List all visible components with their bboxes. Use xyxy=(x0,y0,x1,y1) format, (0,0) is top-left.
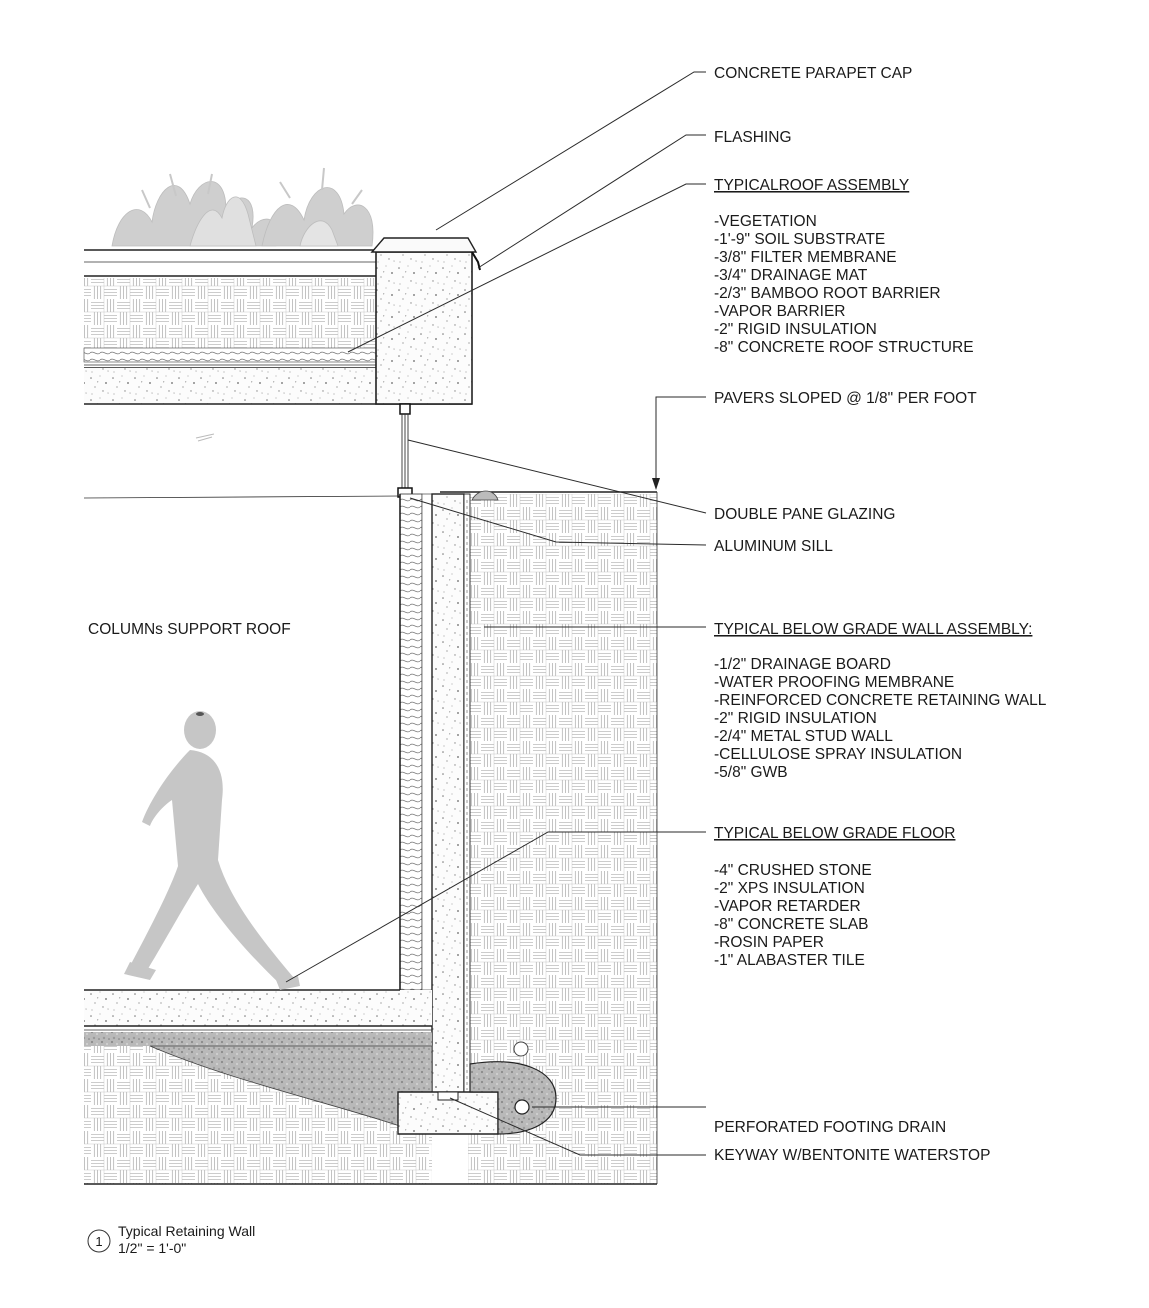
roof-item: -VAPOR BARRIER xyxy=(714,303,846,320)
label-aluminum-sill: ALUMINUM SILL xyxy=(714,538,833,555)
roof-item: -3/4" DRAINAGE MAT xyxy=(714,267,868,284)
label-parapet-cap: CONCRETE PARAPET CAP xyxy=(714,65,913,82)
title-block xyxy=(88,1223,255,1256)
perforated-drain-pipe xyxy=(515,1100,529,1114)
label-columns: COLUMNs SUPPORT ROOF xyxy=(88,621,291,638)
keyway xyxy=(438,1092,458,1100)
roof-item: -VEGETATION xyxy=(714,213,817,230)
wall-item: -REINFORCED CONCRETE RETAINING WALL xyxy=(714,692,1047,709)
retaining-wall-assembly xyxy=(84,491,657,1184)
wall-item: -WATER PROOFING MEMBRANE xyxy=(714,674,955,691)
crushed-stone-layer xyxy=(84,1032,432,1046)
concrete-retaining-wall xyxy=(432,494,464,1094)
detail-number: 1 xyxy=(95,1234,103,1249)
roof-item: -2/3" BAMBOO ROOT BARRIER xyxy=(714,285,941,302)
concrete-roof-slab xyxy=(84,368,376,404)
roof-item: -2" RIGID INSULATION xyxy=(714,321,877,338)
floor-item: -ROSIN PAPER xyxy=(714,934,824,951)
label-wall-assembly-header: TYPICAL BELOW GRADE WALL ASSEMBLY: xyxy=(714,621,1033,638)
floor-item: -8" CONCRETE SLAB xyxy=(714,916,869,933)
roof-item: -1'-9" SOIL SUBSTRATE xyxy=(714,231,886,248)
floor-item: -4" CRUSHED STONE xyxy=(714,862,872,879)
vegetation-sketch xyxy=(112,168,373,246)
roof-item: -3/8" FILTER MEMBRANE xyxy=(714,249,897,266)
roof-item: -8" CONCRETE ROOF STRUCTURE xyxy=(714,339,974,356)
label-flashing: FLASHING xyxy=(714,129,792,146)
wall-item: -2/4" METAL STUD WALL xyxy=(714,728,893,745)
wall-item: -CELLULOSE SPRAY INSULATION xyxy=(714,746,963,763)
concrete-floor-slab xyxy=(84,990,432,1026)
window-glazing xyxy=(398,404,412,497)
floor-item: -2" XPS INSULATION xyxy=(714,880,865,897)
floor-item: -VAPOR RETARDER xyxy=(714,898,861,915)
soil-substrate-hatch xyxy=(84,278,376,348)
label-floor-header: TYPICAL BELOW GRADE FLOOR xyxy=(714,825,956,842)
concrete-parapet xyxy=(372,238,480,404)
label-keyway: KEYWAY W/BENTONITE WATERSTOP xyxy=(714,1147,991,1164)
detail-title: Typical Retaining Wall xyxy=(118,1223,256,1239)
wall-item: -1/2" DRAINAGE BOARD xyxy=(714,656,891,673)
person-silhouette xyxy=(124,711,300,990)
floor-item: -1" ALABASTER TILE xyxy=(714,952,865,969)
parapet-cap xyxy=(372,238,476,252)
wall-item: -2" RIGID INSULATION xyxy=(714,710,877,727)
label-glazing: DOUBLE PANE GLAZING xyxy=(714,506,896,523)
label-roof-assembly-header: TYPICALROOF ASSEMBLY xyxy=(714,177,910,194)
label-footing-drain: PERFORATED FOOTING DRAIN xyxy=(714,1119,947,1136)
label-pavers: PAVERS SLOPED @ 1/8" PER FOOT xyxy=(714,390,977,407)
interior-stud-insulation xyxy=(400,494,422,990)
detail-scale: 1/2" = 1'-0" xyxy=(118,1240,187,1256)
wall-item: -5/8" GWB xyxy=(714,764,788,781)
drain-cleanout xyxy=(514,1042,528,1056)
